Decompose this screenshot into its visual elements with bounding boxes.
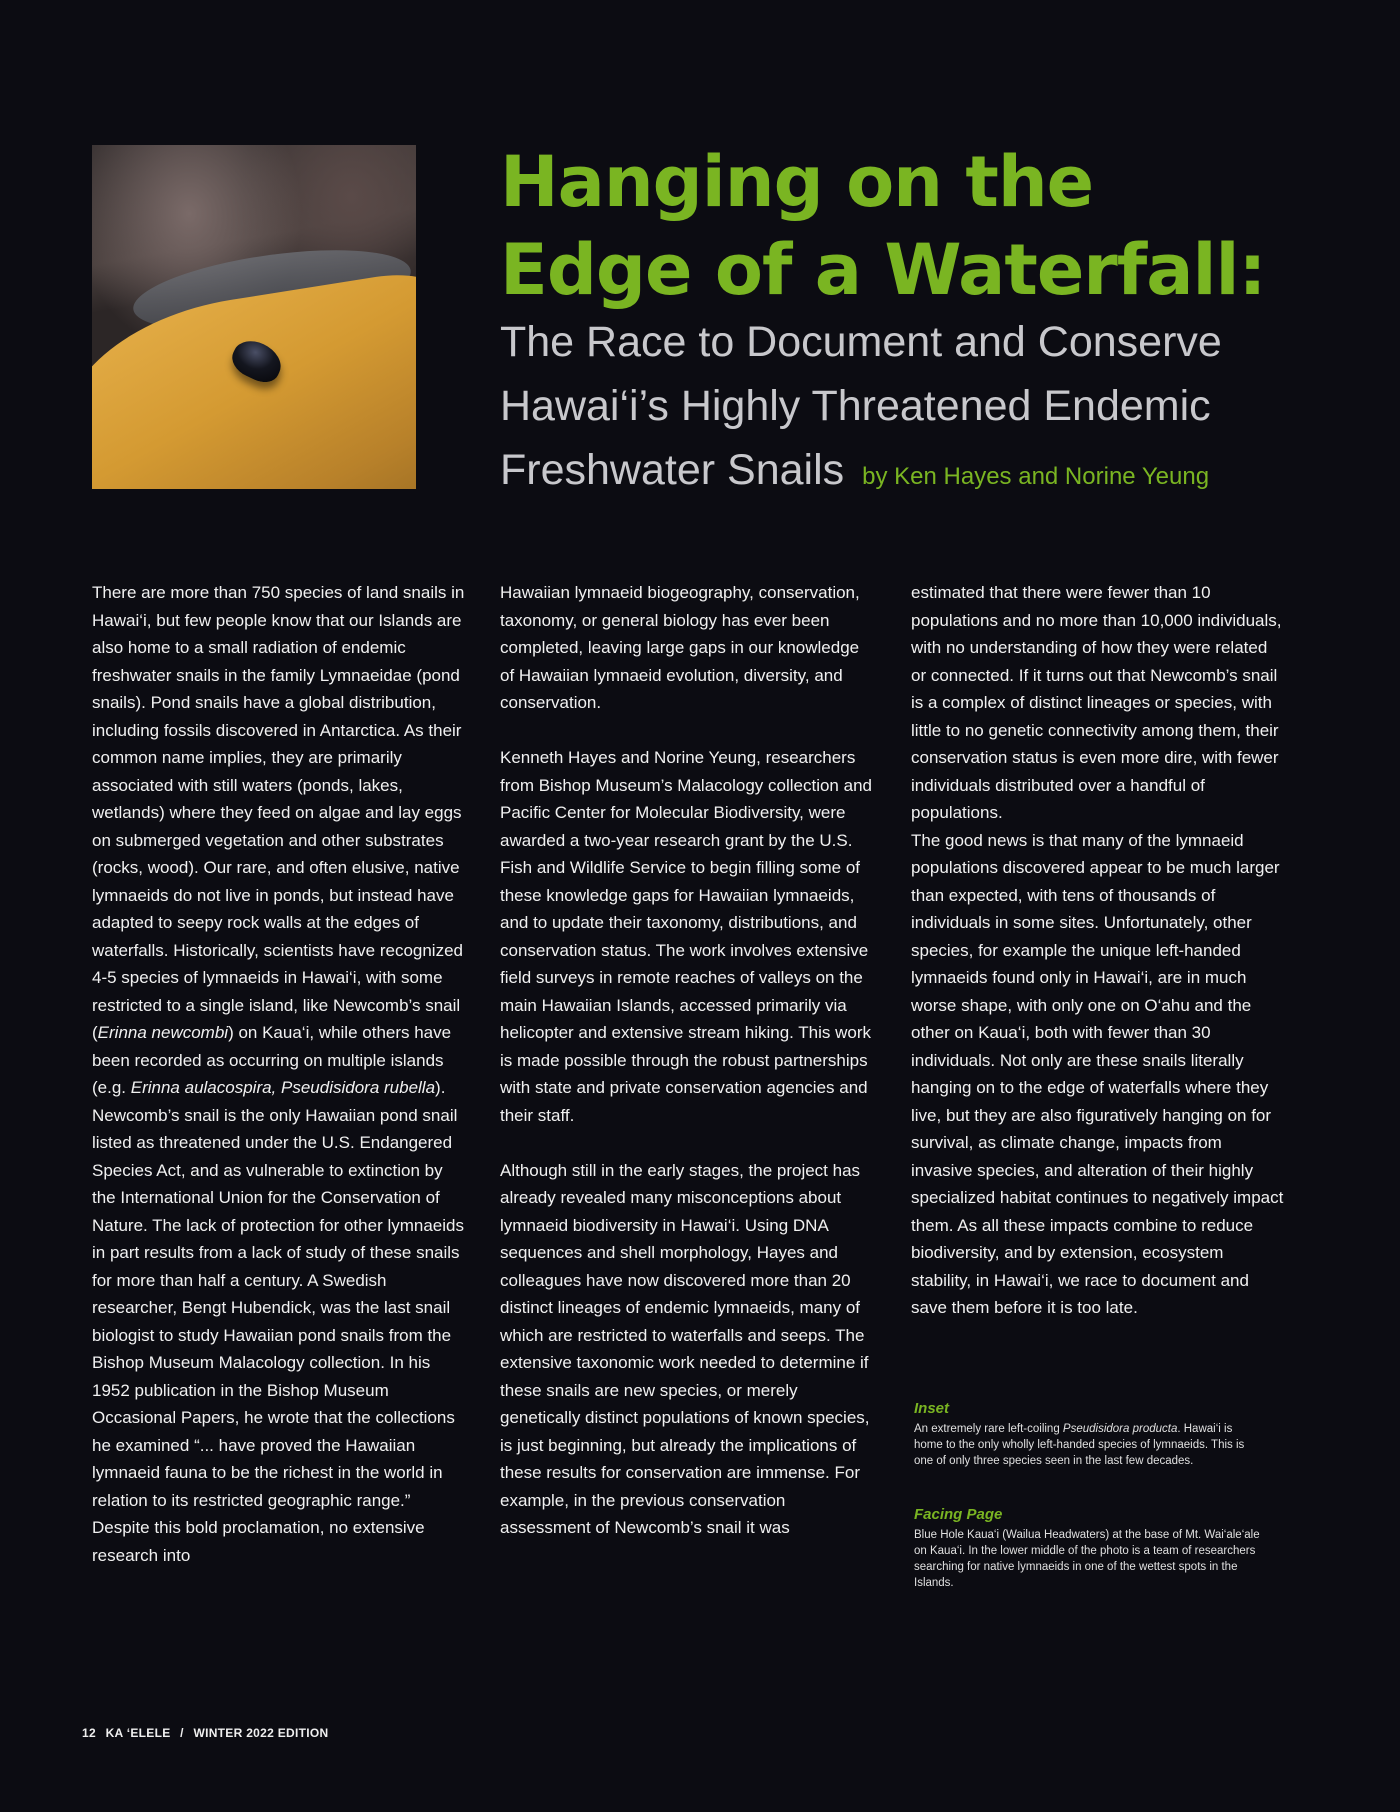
article-subtitle <box>500 310 1360 509</box>
species-names-erinna-pseudisidora: Erinna aulacospira, Pseudisidora rubella <box>130 1078 436 1097</box>
subtitle-line-3 <box>500 438 1360 509</box>
body-column-2 <box>500 579 875 1542</box>
subtitle-line-2: Hawai‘i’s Highly Threatened Endemic <box>500 382 1211 430</box>
species-name-erinna-newcombi: Erinna newcombi <box>97 1023 229 1042</box>
subtitle-line-1: The Race to Document and Conserve <box>500 318 1222 366</box>
title-line-1: Hanging on the <box>500 141 1094 223</box>
inset-caption-body <box>914 1421 1264 1469</box>
edition-label: WINTER 2022 EDITION <box>193 1726 329 1740</box>
column2-paragraph-2: Kenneth Hayes and Norine Yeung, researchers from Bishop Museum’s Malacology collection and Pacific Center for Molecular Biodiversity, were awarded a two-year research grant by the U.S. Fish and Wildlife Service to begin filling some of these knowledge gaps for Hawaiian lymnaeids, and to update their taxonomy, distributions, and conservation status. The work involves extensive field surveys in remote reaches of valleys on the main Hawaiian Islands, accessed primarily via helicopter and extensive stream hiking. This work is made possible through the robust partnerships with state and private conservation agencies and their staff. <box>500 748 872 1125</box>
page-footer <box>82 1726 335 1740</box>
inset-caption-text-a: An extremely rare left-coiling <box>914 1423 1063 1435</box>
inset-species-name: Pseudisidora producta <box>1062 1423 1178 1435</box>
column3-paragraph-2: The good news is that many of the lymnaeid populations discovered appear to be much larger than expected, with tens of thousands of individuals in some sites. Unfortunately, other species, for example the unique left-handed lymnaeids found only in Hawai‘i, are in much worse shape, with only one on O‘ahu and the other on Kaua‘i, both with fewer than 30 individuals. Not only are these snails literally hanging on to the edge of waterfalls where they live, but they are also figuratively hanging on for survival, as climate change, impacts from invasive species, and alteration of their highly specialized habitat continues to negatively impact them. As all these impacts combine to reduce biodiversity, and by extension, ecosystem stability, in Hawai‘i, we race to document and save them before it is too late. <box>911 830 1284 1317</box>
column1-text-a: There are more than 750 species of land snails in Hawai‘i, but few people know that our Islands are also home to a small radiation of endemic freshwater snails in the family Lymnaeidae (pond snails). Pond snails have a global distribution, including fossils discovered in Antarctica. As their common name implies, they are primarily associated with still waters (ponds, lakes, wetlands) where they feed on algae and lay eggs on submerged vegetation and other substrates (rocks, wood). Our rare, and often elusive, native lymnaeids do not live in ponds, but instead have adapted to seepy rock walls at the edges of waterfalls. Historically, scientists have recognized 4-5 species of lymnaeids in Hawai‘i, with some restricted to a single island, like Newcomb’s snail ( <box>92 583 465 1042</box>
facing-page-caption-body: Blue Hole Kaua‘i (Wailua Headwaters) at the base of Mt. Wai‘ale‘ale on Kaua‘i. In the lower middle of the photo is a team of researchers searching for native lymnaeids in one of the wettest spots in the Islands. <box>914 1529 1260 1589</box>
footer-separator: / <box>180 1726 184 1740</box>
column2-paragraph-1: Hawaiian lymnaeid biogeography, conservation, taxonomy, or general biology has ever been completed, leaving large gaps in our knowledge of Hawaiian lymnaeid evolution, diversity, and conservation. <box>500 583 860 712</box>
article-title <box>500 138 1360 314</box>
snail-photo <box>92 145 416 489</box>
body-column-1 <box>92 579 467 1569</box>
inset-caption <box>914 1400 1264 1469</box>
title-line-2: Edge of a Waterfall: <box>500 229 1266 311</box>
subtitle-line-3-text: Freshwater Snails <box>500 446 845 494</box>
column1-text-c: ). Newcomb’s snail is the only Hawaiian pond snail listed as threatened under the U.S. Endangered Species Act, and as vulnerable to extinction by the International Union for the Conservation of Nature. The lack of protection for other lymnaeids in part results from a lack of study of these snails for more than half a century. A Swedish researcher, Bengt Hubendick, was the last snail biologist to study Hawaiian pond snails from the Bishop Museum Malacology collection. In his 1952 publication in the Bishop Museum Occasional Papers, he wrote that the collections he examined “... have proved the Hawaiian lymnaeid fauna to be the richest in the world in relation to its restricted geographic range.” Despite this bold proclamation, no extensive research into <box>92 1078 464 1565</box>
inset-caption-text-b: . Hawai‘i is home to the only wholly left-handed species of lymnaeids. This is one of only three species seen in the last few decades. <box>914 1423 1245 1467</box>
column1-text-b: ) on Kaua‘i, while others have been recorded as occurring on multiple islands (e.g. <box>92 1023 452 1097</box>
publication-name: KA ‘ELELE <box>105 1726 171 1740</box>
page-number: 12 <box>82 1726 96 1740</box>
inset-caption-heading: Inset <box>914 1400 950 1417</box>
column1-paragraph <box>92 579 467 1569</box>
facing-page-caption <box>914 1506 1264 1591</box>
body-column-3 <box>911 579 1286 1322</box>
column3-paragraph-1: estimated that there were fewer than 10 populations and no more than 10,000 individuals, with no understanding of how they were related or connected. If it turns out that Newcomb’s snail is a complex of distinct lineages or species, with little to no genetic connectivity among them, their conservation status is even more dire, with fewer individuals distributed over a handful of populations. <box>911 583 1282 822</box>
column2-paragraph-3: Although still in the early stages, the project has already revealed many misconceptions about lymnaeid biodiversity in Hawai‘i. Using DNA sequences and shell morphology, Hayes and colleagues have now discovered more than 20 distinct lineages of endemic lymnaeids, many of which are restricted to waterfalls and seeps. The extensive taxonomic work needed to determine if these snails are new species, or merely genetically distinct populations of known species, is just beginning, but already the implications of these results for conservation are immense. For example, in the previous conservation assessment of Newcomb’s snail it was <box>500 1160 870 1537</box>
facing-page-caption-heading: Facing Page <box>914 1506 1003 1523</box>
author-byline: by Ken Hayes and Norine Yeung <box>862 463 1210 490</box>
